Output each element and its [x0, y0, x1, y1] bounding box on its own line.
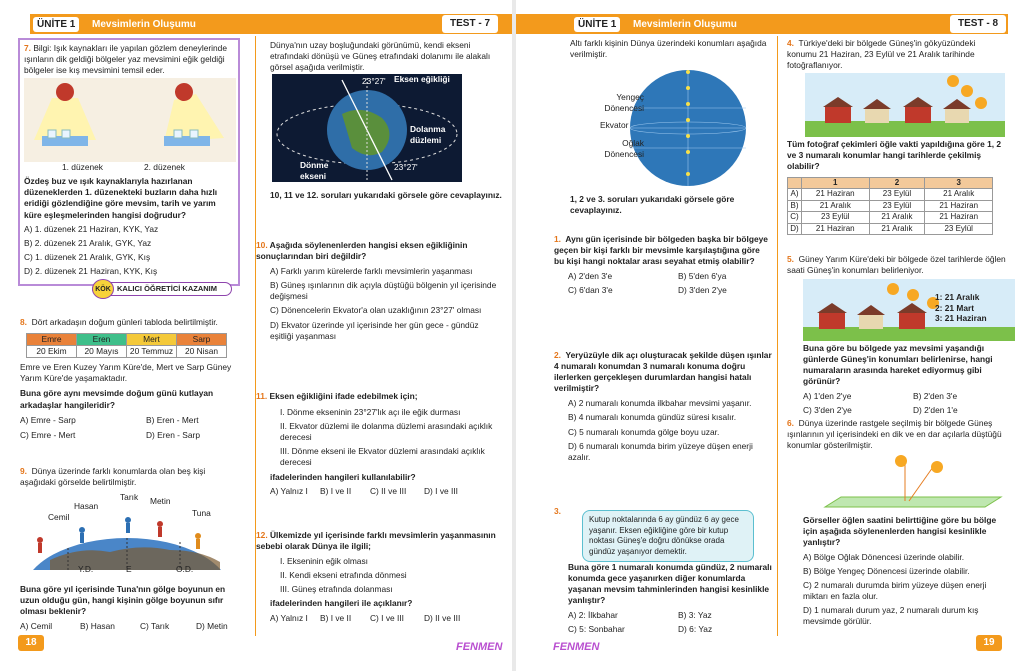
table-cell: B) — [788, 200, 802, 212]
right-test-label: TEST - 8 — [950, 15, 1006, 33]
option-c[interactable]: C) 2 numaralı durumda birim yüzeye düşen enerji miktarı en fazla olur. — [803, 579, 987, 601]
question-text: Dünya üzerinde rastgele seçilmiş bir bölgede Güneş ışınlarının yıl içerisindeki en dik ve en dar açılarla düştüğü konumlar gösterilmiştir. — [787, 418, 1002, 451]
question-11: 11. Eksen eğikliğini ifade edebilmek için; I. Dönme ekseninin 23°27'lık açı ile eğik durması II. Ekvator düzlemi ile dolanma düzlemi arasındaki açıklık derecesi III. Dönme ekseni ile Ekvator düzlemi arasındaki açıklık derecesi ifadelerinden hangileri kullanılabilir? A) Yalnız I B) I ve II C) II ve III D) I ve III — [256, 391, 502, 500]
globe-intro — [570, 38, 770, 216]
date-cell: 20 Nisan — [177, 346, 227, 358]
option-d[interactable]: D) Ekvator üzerinde yıl içerisinde her gün gece - gündüz eşitliği yaşanması — [270, 319, 479, 341]
date-cell: 20 Ekim — [27, 346, 77, 358]
table-cell: 23 Eylül — [869, 200, 925, 212]
table-cell: D) — [788, 223, 802, 235]
tilt-degree-2: 23°27' — [394, 162, 418, 172]
table-cell: 23 Eylül — [925, 223, 993, 235]
question-prompt: Buna göre aynı mevsimde doğum günü kutlayan arkadaşlar hangileridir? — [20, 388, 214, 410]
question-text: Güney Yarım Küre'deki bir bölgede özel tarihlerde öğlen saati Güneş'in konumları belirleniyor. — [787, 254, 1006, 276]
intro-text: Dünya'nın uzay boşluğundaki görünümü, kendi ekseni etrafındaki dönüşü ve Güneş etrafındaki dolanımı ile alakalı görsel aşağıda verilmiştir. — [270, 40, 491, 73]
table-header-cell: 1 — [802, 177, 870, 189]
question-prompt: Özdeş buz ve ışık kaynaklarıyla hazırlanan düzeneklerden 1. düzenekteki buzların daha hızlı eridiği gözlendiğine göre mevsim, tarih ve yarım küre eşleşmelerinden hangisi doğrudur? — [24, 176, 218, 220]
table-header-cell: 3 — [925, 177, 993, 189]
option-c[interactable]: C) 1. düzenek 21 Aralık, GYK, Kış — [24, 251, 151, 262]
option-a[interactable]: A) 1. düzenek 21 Haziran, KYK, Yaz — [24, 223, 159, 234]
question-text: Aynı gün içerisinde bir bölgeden başka bir bölgeye geçen bir kişi farklı bir mevsimle karşılaştığına göre bu kişi hangi noktalar arası seyahat etmiş olabilir? — [554, 234, 768, 267]
question-prompt: ifadelerinden hangileri ile açıklanır? — [270, 598, 413, 609]
date-cell: 20 Mayıs — [77, 346, 127, 358]
date-cell: 20 Temmuz — [127, 346, 177, 358]
option-a[interactable]: A) 2 numaralı konumda ilkbahar mevsimi yaşanır. — [568, 398, 752, 409]
option-a[interactable]: A) 1'den 2'ye — [803, 390, 852, 401]
option-d[interactable]: D) Eren - Sarp — [146, 429, 200, 440]
question-prompt: Buna göre yıl içerisinde Tuna'nın gölge boyunun en uzun olduğu gün, hangi kişinin gölge boyunun sıfır olması beklenir? — [20, 584, 226, 617]
question-text: Yeryüzüyle dik açı oluşturacak şekilde düşen ışınlar 4 numaralı konumdan 3 numaralı konuma doğru ilerlerken gerçekleşen durumlardan hangisi hatalı verilmiştir? — [554, 350, 772, 394]
question-text: Dört arkadaşın doğum günleri tabloda belirtilmiştir. — [31, 317, 218, 327]
key-2: 2: 21 Mart — [935, 302, 975, 313]
option-d[interactable]: D) 1 numaralı durum yaz, 2 numaralı durum kış mevsimde görülür. — [803, 604, 979, 627]
option-c[interactable]: C) Dönencelerin Ekvator'a olan uzaklığının 23°27' olması — [270, 305, 482, 316]
table-header-cell — [788, 177, 802, 189]
tilt-degree-1: 23°27' — [362, 76, 386, 86]
option-d[interactable]: D) 2. düzenek 21 Haziran, KYK, Kış — [24, 265, 158, 276]
brand-logo: FENMEN — [553, 641, 600, 654]
option-c[interactable]: C) 5 numaralı konumda gölge boyu uzar. — [568, 426, 720, 437]
question-10: 10. Aşağıda söylenenlerden hangisi eksen eğikliğinin sonuçlarından biri değildir? A) Farklı yarım kürelerde farklı mevsimlerin yaşanması B) Güneş ışınlarının dik açıyla düştüğü bölgenin yıl içerisinde değişmesi C) Dönencelerin Ekvator'a olan uzaklığının 23°27' olması D) Ekvator üzerinde yıl içerisinde her gün gece - gündüz eşitliği yaşanması — [256, 240, 502, 342]
setup-2-label: 2. düzenek — [144, 162, 185, 173]
table-cell: 23 Eylül — [802, 212, 870, 224]
question-prompt: Buna göre 1 numaralı konumda gündüz, 2 numaralı konumda gece yaşanırken diğer konumlarda yaşanan mevsim tahminlerinden hangisi kesinlikle yanlıştır? — [568, 562, 772, 606]
table-cell: 21 Aralık — [925, 189, 993, 201]
orbit-plane-label: Dolanma düzlemi — [410, 124, 446, 146]
option-a[interactable]: A) Emre - Sarp — [20, 414, 76, 425]
question-prompt: ifadelerinden hangileri kullanılabilir? — [270, 471, 416, 482]
option-b[interactable]: B) 5'den 6'ya — [678, 271, 727, 282]
question-7 — [18, 38, 240, 286]
table-cell: 21 Haziran — [925, 200, 993, 212]
option-c[interactable]: C) Emre - Mert — [20, 429, 76, 440]
option-c[interactable]: C) Tarık — [140, 621, 170, 632]
option-a[interactable]: A) Cemil — [20, 621, 53, 632]
table-cell: 21 Aralık — [869, 212, 925, 224]
person-label: Tuna — [192, 508, 211, 518]
person-label: Hasan — [74, 501, 99, 511]
statement-ii: II. Ekvator düzlemi ile dolanma düzlemi arasındaki açıklık derecesi — [280, 421, 493, 443]
option-d[interactable]: D) II ve III — [424, 612, 461, 623]
question-r4: 4. Türkiye'deki bir bölgede Güneş'in gökyüzündeki konumu 21 Haziran, 23 Eylül ve 21 Aralık tarihinde fotoğraflanıyor. Tüm fotoğraf çekimleri öğle vakti yapıldığına göre 1, 2 ve 3 numaralı konumlar hangi tarihlerde çekilmiş olabilir? 1 2 3 A) 21 Haziran 23 Eylül 21 Aralık B) 21 Aralık 23 Eylül 21 Haziran C) 23 Eylül 21 Aralık 21 Haziran D) 21 Haziran 21 Aralık 23 Eylül — [787, 38, 1007, 235]
table-cell: A) — [788, 189, 802, 201]
sun-position-key — [935, 292, 987, 324]
option-b[interactable]: B) Güneş ışınlarının dik açıyla düştüğü bölgenin yıl içerisinde değişmesi — [270, 280, 497, 302]
option-b[interactable]: B) I ve II — [320, 485, 352, 496]
option-b[interactable]: B) Eren - Mert — [146, 414, 199, 425]
question-text: Ülkemizde yıl içerisinde farklı mevsimlerin yaşanmasının sebebi olarak Dünya ile ilgili; — [256, 530, 496, 552]
question-r1: 1. Aynı gün içerisinde bir bölgeden başka bir bölgeye geçen bir kişi farklı bir mevsimle karşılaştığına göre bu kişi hangi noktalar arası seyahat etmiş olabilir? A) 2'den 3'e B) 5'den 6'ya C) 6'dan 3'e D) 3'den 2'ye — [554, 234, 768, 296]
info-note: Kutup noktalarında 6 ay gündüz 6 ay gece yaşanır. Eksen eğikliğine göre bir kutup noktası Güneş'e doğru dönükse orada gündüz yaşanıyor demektir. — [582, 510, 754, 562]
axial-tilt-label: Eksen eğikliği — [394, 74, 450, 84]
setup-1-label: 1. düzenek — [62, 162, 103, 173]
birthday-table — [26, 333, 227, 358]
statement-i: I. Dönme ekseninin 23°27'lık açı ile eğik durması — [280, 407, 461, 418]
option-c[interactable]: C) 6'dan 3'e — [568, 285, 613, 296]
option-b[interactable]: B) I ve II — [320, 612, 352, 623]
question-prompt: Görseller öğlen saatini belirttiğine göre bu bölge için aşağıda söylenenlerden hangisi kesinlikle yanlıştır? — [803, 515, 997, 548]
intro-text: Altı farklı kişinin Dünya üzerindeki konumları aşağıda verilmiştir. — [570, 38, 767, 60]
question-text: Türkiye'deki bir bölgede Güneş'in gökyüzündeki konumu 21 Haziran, 23 Eylül ve 21 Aralık tarihinde fotoğraflanıyor. — [787, 38, 976, 71]
option-b[interactable]: B) Bölge Yengeç Dönencesi üzerinde olabilir. — [803, 565, 970, 576]
line-label: Y.D. — [78, 564, 94, 574]
rotation-axis-label: Dönme ekseni — [300, 160, 329, 182]
houses-sun-figure — [805, 73, 1005, 137]
question-text: Bilgi: Işık kaynakları ile yapılan gözlem deneylerinde ışınların dik geldiği bölgeler yaz mevsimini eğik geldiği bölgeler ise kış mevsimini temsil eder. — [24, 43, 227, 76]
question-r2: 2. Yeryüzüyle dik açı oluşturacak şekilde düşen ışınlar 4 numaralı konumdan 3 numaralı konuma doğru ilerlerken gerçekleşen durumlardan hangisi hatalı verilmiştir? A) 2 numaralı konumda ilkbahar mevsimi yaşanır. B) 4 numaralı konumda gündüz süresi kısalır. C) 5 numaralı konumda gölge boyu uzar. D) 6 numaralı konumda birim yüzeye düşen enerji azalır. — [554, 350, 772, 462]
tropic-capricorn-label: Oğlak Dönencesi — [604, 138, 644, 160]
option-c[interactable]: C) 5: Sonbahar — [568, 624, 625, 634]
name-cell: Sarp — [177, 334, 227, 346]
person-label: Tarık — [120, 492, 139, 502]
option-d[interactable]: D) 6: Yaz — [678, 624, 713, 634]
right-header-title: Mevsimlerin Oluşumu — [633, 19, 737, 30]
option-d[interactable]: D) I ve III — [424, 485, 458, 496]
key-3: 3: 21 Haziran — [935, 313, 987, 323]
option-c[interactable]: C) II ve III — [370, 485, 407, 496]
tropic-cancer-label: Yengeç Dönencesi — [604, 92, 644, 114]
name-cell: Eren — [77, 334, 127, 346]
person-label: Cemil — [48, 512, 70, 522]
person-label: Metin — [150, 496, 171, 506]
sun-angle-figure — [805, 453, 1005, 513]
right-unit-label: ÜNİTE 1 — [574, 17, 620, 32]
statement-i: I. Ekseninin eğik olması — [280, 556, 368, 567]
page-number-right: 19 — [976, 635, 1002, 651]
option-d[interactable]: D) 6 numaralı konumda birim yüzeye düşen enerji azalır. — [568, 440, 753, 462]
question-text: Dünya üzerinde farklı konumlarda olan beş kişi aşağıdaki görselde belirtilmiştir. — [20, 466, 206, 488]
page-number-left: 18 — [18, 635, 44, 651]
option-a[interactable]: A) Yalnız I — [270, 612, 308, 623]
question-text: Eksen eğikliğini ifade edebilmek için; — [269, 391, 418, 401]
kok-banner: KALICI ÖĞRETİCİ KAZANIM — [92, 282, 232, 296]
experiment-figure — [24, 78, 236, 162]
table-cell: 21 Haziran — [802, 223, 870, 235]
left-test-label: TEST - 7 — [442, 15, 498, 33]
option-b[interactable]: B) 2. düzenek 21 Aralık, GYK, Yaz — [24, 237, 152, 248]
table-cell: 21 Aralık — [802, 200, 870, 212]
key-1: 1: 21 Aralık — [935, 292, 980, 302]
left-unit-label: ÜNİTE 1 — [33, 17, 79, 32]
option-c[interactable]: C) I ve III — [370, 612, 404, 623]
table-cell: 21 Haziran — [802, 189, 870, 201]
option-d[interactable]: D) Metin — [196, 621, 228, 632]
earth-orbit-intro — [270, 40, 502, 200]
question-9: 9. Dünya üzerinde farklı konumlarda olan beş kişi aşağıdaki görselde belirtilmiştir. Cemil Hasan Tarık Metin Tuna Y.D. E O.D. Buna göre yıl içerisinde Tuna'nın gölge boyunun en uzun olduğu gün, hangi kişinin gölge boyunun sıfır olması beklenir? A) Cemil B) Hasan C) Tarık D) Metin — [20, 466, 242, 635]
option-a[interactable]: A) Bölge Oğlak Dönencesi üzerinde olabilir. — [803, 551, 965, 562]
page-gutter — [512, 0, 516, 671]
question-prompt: Tüm fotoğraf çekimleri öğle vakti yapıldığına göre 1, 2 ve 3 numaralı konumlar hangi tarihlerde çekilmiş olabilir? — [787, 139, 1002, 172]
option-a[interactable]: A) Yalnız I — [270, 485, 308, 496]
question-8: 8. Dört arkadaşın doğum günleri tabloda belirtilmiştir. Emre Eren Mert Sarp 20 Ekim 20 Mayıs 20 Temmuz 20 Nisan Emre ve Eren Kuzey Yarım Küre'de, Mert ve Sarp Güney Yarım Küre'de yaşamaktadır. Buna göre aynı mevsimde doğum günü kutlayan arkadaşlar hangileridir? A) Emre - Sarp B) Eren - Mert C) Emre - Mert D) Eren - Sarp — [20, 317, 242, 443]
section-instruction: 1, 2 ve 3. soruları yukarıdaki görsele göre cevaplayınız. — [570, 194, 735, 216]
name-cell: Mert — [127, 334, 177, 346]
line-label: O.D. — [176, 564, 194, 574]
name-cell: Emre — [27, 334, 77, 346]
question-r3: 3. Kutup noktalarında 6 ay gündüz 6 ay gece yaşanır. Eksen eğikliğine göre bir kutup noktası Güneş'e doğru dönükse orada gündüz yaşanıyor demektir. Buna göre 1 numaralı konumda gündüz, 2 numaralı konumda gece yaşanırken diğer konumlarda yaşanan mevsim tahminlerinden hangisi kesinlikle yanlıştır? A) 2: İlkbahar B) 3: Yaz C) 5: Sonbahar D) 6: Yaz — [554, 506, 772, 634]
question-prompt: Buna göre bu bölgede yaz mevsimi yaşandığı günlerde Güneş'in konumları belirlenirse, hangi numaraların arasında hareket ediyormuş gibi görünür? — [803, 343, 993, 387]
left-header-title: Mevsimlerin Oluşumu — [92, 19, 196, 30]
divider — [777, 36, 778, 636]
answer-table — [787, 177, 993, 236]
statement-iii: III. Dönme ekseni ile Ekvator düzlemi arasındaki açıklık derecesi — [280, 446, 485, 468]
question-text: Aşağıda söylenenlerden hangisi eksen eğikliğinin sonuçlarından biri değildir? — [256, 240, 468, 262]
table-cell: 21 Haziran — [925, 212, 993, 224]
question-number: 7. — [24, 43, 31, 53]
table-cell: 21 Aralık — [869, 223, 925, 235]
option-a[interactable]: A) 2: İlkbahar — [568, 610, 618, 620]
option-b[interactable]: B) Hasan — [80, 621, 115, 632]
section-instruction: 10, 11 ve 12. soruları yukarıdaki görsele göre cevaplayınız. — [270, 190, 502, 200]
table-header-cell: 2 — [869, 177, 925, 189]
option-a[interactable]: A) 2'den 3'e — [568, 271, 613, 282]
option-b[interactable]: B) 3: Yaz — [678, 610, 712, 620]
option-c[interactable]: C) 3'den 2'ye — [803, 404, 852, 415]
kok-badge: KÖK — [92, 279, 114, 299]
brand-logo: FENMEN — [456, 641, 503, 654]
question-r5: 5. Güney Yarım Küre'deki bir bölgede özel tarihlerde öğlen saati Güneş'in konumları belirleniyor. 1: 21 Aralık 2: 21 Mart 3: 21 Haziran Buna göre bu bölgede yaz mevsimi yaşandığı günlerde Güneş'in konumları belirlenirse, hangi numaraların arasında hareket ediyormuş gibi görünür? A) 1'den 2'ye B) 2'den 3'e C) 3'den 2'ye D) 2'den 1'e — [787, 254, 1007, 419]
question-12: 12. Ülkemizde yıl içerisinde farklı mevsimlerin yaşanmasının sebebi olarak Dünya ile ilgili; I. Ekseninin eğik olması II. Kendi ekseni etrafında dönmesi III. Güneş etrafında dolanması ifadelerinden hangileri ile açıklanır? A) Yalnız I B) I ve II C) I ve III D) II ve III — [256, 530, 502, 627]
statement-ii: II. Kendi ekseni etrafında dönmesi — [280, 570, 407, 581]
option-d[interactable]: D) 2'den 1'e — [913, 404, 958, 415]
question-r6: 6. Dünya üzerinde rastgele seçilmiş bir bölgede Güneş ışınlarının yıl içerisindeki en dik ve en dar açılarla düştüğü konumlar gösterilmiştir. Görseller öğlen saatini belirttiğine göre bu bölge için aşağıda söylenenlerden hangisi kesinlikle yanlıştır? A) Bölge Oğlak Dönencesi üzerinde olabilir. B) Bölge Yengeç Dönencesi üzerinde olabilir. C) 2 numaralı durumda birim yüzeye düşen enerji miktarı en fazla olur. D) 1 numaralı durum yaz, 2 numaralı durum kış mevsimde görülür. — [787, 418, 1007, 627]
line-label: E — [126, 564, 132, 574]
table-cell: 23 Eylül — [869, 189, 925, 201]
context-text: Emre ve Eren Kuzey Yarım Küre'de, Mert ve Sarp Güney Yarım Küre'de yaşamaktadır. — [20, 362, 232, 384]
option-b[interactable]: B) 4 numaralı konumda gündüz süresi kısalır. — [568, 412, 737, 423]
statement-iii: III. Güneş etrafında dolanması — [280, 584, 393, 595]
table-cell: C) — [788, 212, 802, 224]
option-a[interactable]: A) Farklı yarım kürelerde farklı mevsimlerin yaşanması — [270, 266, 473, 277]
option-b[interactable]: B) 2'den 3'e — [913, 390, 958, 401]
option-d[interactable]: D) 3'den 2'ye — [678, 285, 727, 296]
equator-label: Ekvator — [600, 120, 629, 130]
